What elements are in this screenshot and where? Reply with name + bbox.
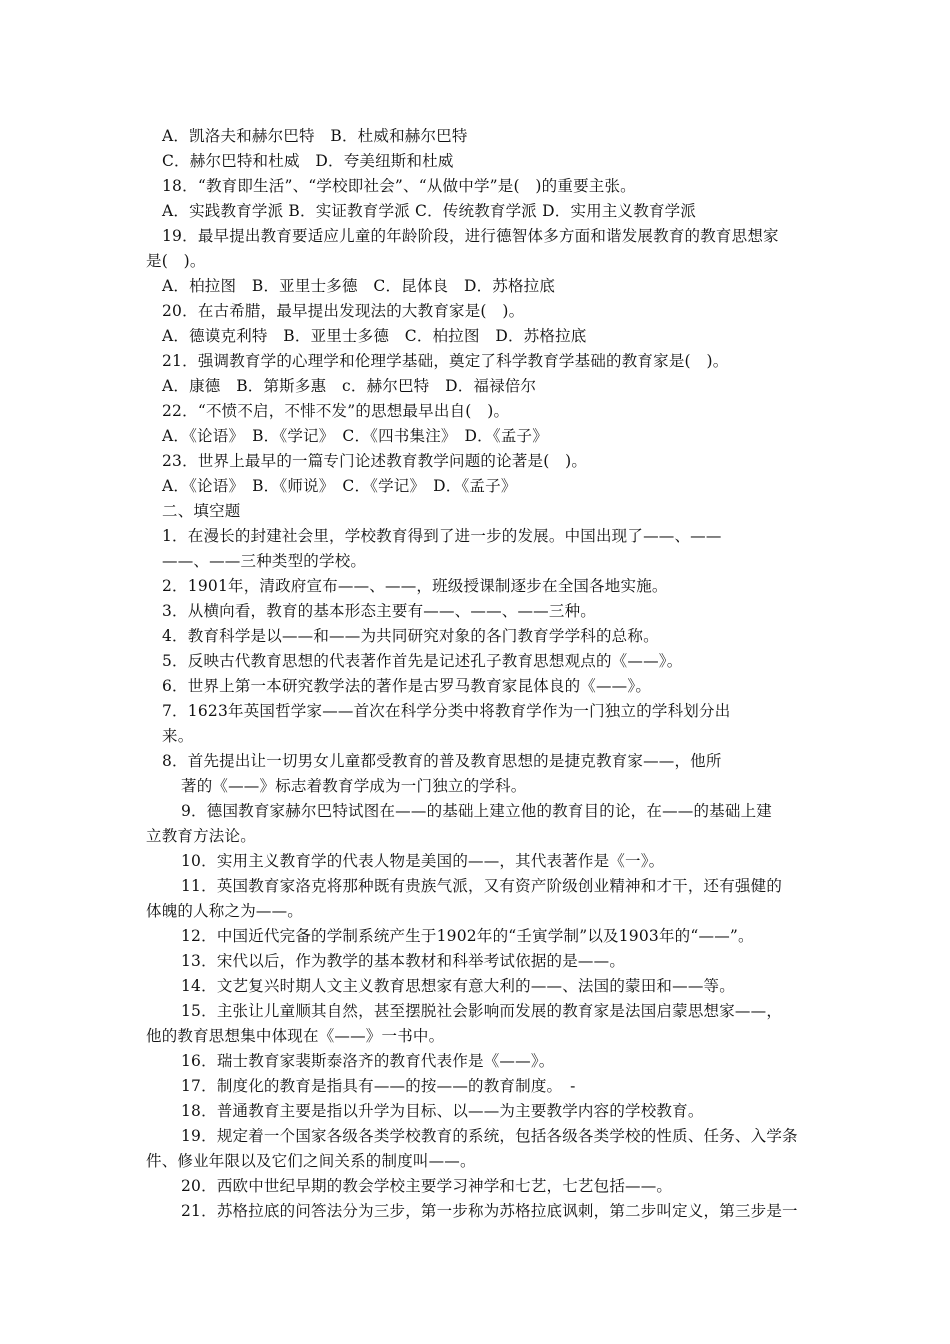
question-19: 19．最早提出教育要适应儿童的年龄阶段，进行德智体多方面和谐发展教育的教育思想家	[162, 227, 779, 245]
fill-blank-6: 6．世界上第一本研究教学法的著作是古罗马教育家昆体良的《——》。	[162, 677, 652, 695]
fill-blank-1-continued: ——、——三种类型的学校。	[162, 552, 367, 570]
option-line: A．实践教育学派 B．实证教育学派 C．传统教育学派 D．实用主义教育学派	[162, 202, 697, 220]
fill-blank-7-continued: 来。	[162, 727, 194, 745]
fill-blank-15-continued: 他的教育思想集中体现在《——》一书中。	[146, 1027, 445, 1045]
fill-blank-14: 14．文艺复兴时期人文主义教育思想家有意大利的——、法国的蒙田和——等。	[181, 977, 735, 995]
fill-blank-9-continued: 立教育方法论。	[146, 827, 256, 845]
fill-blank-15: 15．主张让儿童顺其自然，甚至摆脱社会影响而发展的教育家是法国启蒙思想家——，	[181, 1002, 783, 1020]
section-heading: 二、填空题	[162, 502, 241, 520]
option-line: A．康德 B．第斯多惠 c．赫尔巴特 D．福禄倍尔	[162, 377, 537, 395]
fill-blank-12: 12．中国近代完备的学制系统产生于1902年的“壬寅学制”以及1903年的“——”。	[181, 927, 754, 945]
fill-blank-19: 19．规定着一个国家各级各类学校教育的系统，包括各级各类学校的性质、任务、入学条	[181, 1127, 798, 1145]
fill-blank-11-continued: 体魄的人称之为——。	[146, 902, 304, 920]
fill-blank-17: 17．制度化的教育是指具有——的按——的教育制度。 -	[181, 1077, 576, 1095]
question-23: 23．世界上最早的一篇专门论述教育教学问题的论著是( )。	[162, 452, 588, 470]
question-20: 20．在古希腊，最早提出发现法的大教育家是( )。	[162, 302, 525, 320]
fill-blank-3: 3．从横向看，教育的基本形态主要有——、——、——三种。	[162, 602, 596, 620]
question-22: 22．“不愤不启，不悱不发”的思想最早出自( )。	[162, 402, 510, 420]
option-line: A．凯洛夫和赫尔巴特 B．杜威和赫尔巴特	[162, 127, 468, 145]
fill-blank-19-continued: 件、修业年限以及它们之间关系的制度叫——。	[146, 1152, 476, 1170]
fill-blank-18: 18．普通教育主要是指以升学为目标、以——为主要教学内容的学校教育。	[181, 1102, 704, 1120]
option-line: A．《论语》 B．《师说》 C．《学记》 D．《孟子》	[162, 477, 517, 495]
fill-blank-8: 8．首先提出让一切男女儿童都受教育的普及教育思想的是捷克教育家——，他所	[162, 752, 722, 770]
option-line: A．德谟克利特 B．亚里士多德 C．柏拉图 D．苏格拉底	[162, 327, 587, 345]
question-18: 18．“教育即生活”、“学校即社会”、“从做中学”是( )的重要主张。	[162, 177, 636, 195]
fill-blank-9: 9．德国教育家赫尔巴特试图在——的基础上建立他的教育目的论，在——的基础上建	[181, 802, 772, 820]
option-line: A．柏拉图 B．亚里士多德 C．昆体良 D．苏格拉底	[162, 277, 556, 295]
option-line: A．《论语》 B．《学记》 C．《四书集注》 D．《孟子》	[162, 427, 548, 445]
fill-blank-1: 1．在漫长的封建社会里，学校教育得到了进一步的发展。中国出现了——、——	[162, 527, 722, 545]
fill-blank-21: 21．苏格拉底的问答法分为三步，第一步称为苏格拉底讽刺，第二步叫定义，第三步是一	[181, 1202, 798, 1220]
question-21: 21．强调教育学的心理学和伦理学基础，奠定了科学教育学基础的教育家是( )。	[162, 352, 729, 370]
fill-blank-16: 16．瑞士教育家裴斯泰洛齐的教育代表作是《——》。	[181, 1052, 555, 1070]
fill-blank-7: 7．1623年英国哲学家——首次在科学分类中将教育学作为一门独立的学科划分出	[162, 702, 731, 720]
fill-blank-11: 11．英国教育家洛克将那种既有贵族气派，又有资产阶级创业精神和才干，还有强健的	[181, 877, 783, 895]
option-line: C．赫尔巴特和杜威 D．夸美纽斯和杜威	[162, 152, 454, 170]
fill-blank-8-continued: 著的《——》标志着教育学成为一门独立的学科。	[181, 777, 527, 795]
fill-blank-20: 20．西欧中世纪早期的教会学校主要学习神学和七艺，七艺包括——。	[181, 1177, 673, 1195]
fill-blank-5: 5．反映古代教育思想的代表著作首先是记述孔子教育思想观点的《——》。	[162, 652, 683, 670]
fill-blank-2: 2．1901年，清政府宣布——、——，班级授课制逐步在全国各地实施。	[162, 577, 668, 595]
fill-blank-4: 4．教育科学是以——和——为共同研究对象的各门教育学学科的总称。	[162, 627, 659, 645]
fill-blank-13: 13．宋代以后，作为教学的基本教材和科举考试依据的是——。	[181, 952, 626, 970]
fill-blank-10: 10．实用主义教育学的代表人物是美国的——，其代表著作是《一》。	[181, 852, 665, 870]
question-19-continued: 是( )。	[146, 252, 206, 270]
